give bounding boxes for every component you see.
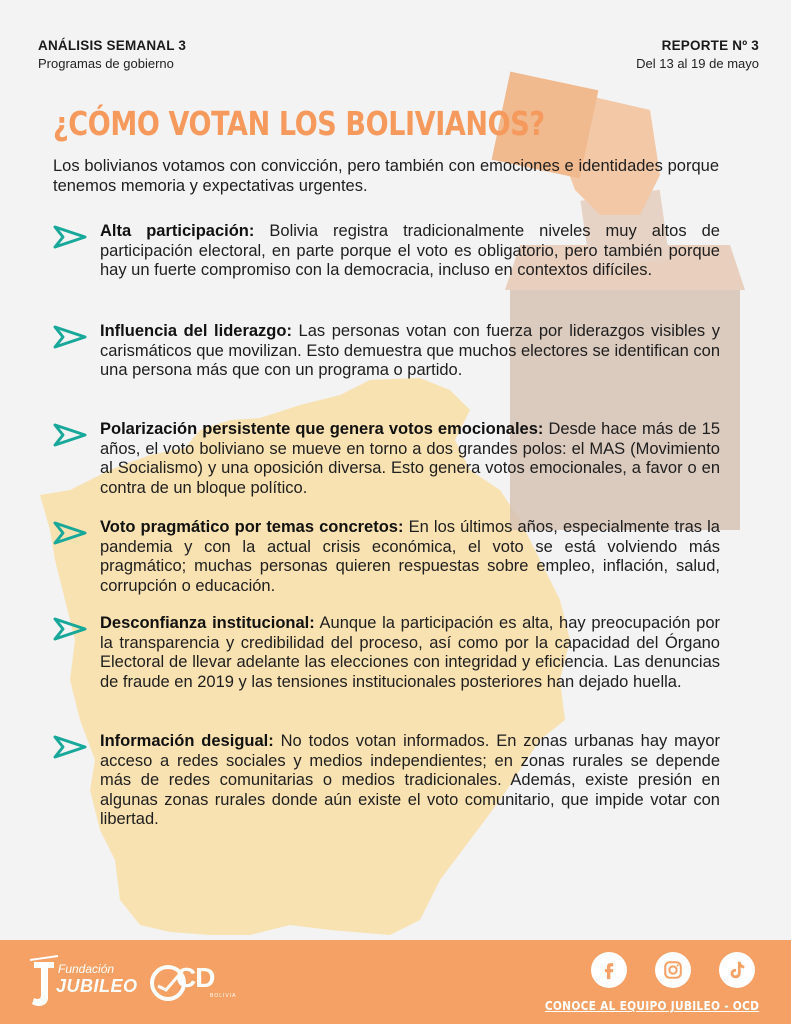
page-title: ¿CÓMO VOTAN LOS BOLIVIANOS?	[53, 104, 545, 143]
footer	[0, 940, 791, 1024]
list-item-text	[100, 420, 720, 498]
list-item-heading: Alta participación:	[100, 222, 255, 240]
list-item-body: En los últimos años, especialmente tras la pandemia y con la actual crisis económica, el voto se está volviendo más pragmático; muchas personas quieren respuestas sobre empleo, inflación, salud, corrupción o educación.	[100, 518, 720, 595]
list-item-heading: Polarización persistente que genera votos emocionales:	[100, 420, 544, 438]
list-item	[52, 518, 720, 596]
list-item-text	[100, 518, 720, 596]
list-item	[52, 222, 720, 281]
instagram-icon	[662, 959, 684, 981]
list-item-text	[100, 732, 720, 830]
chevron-right-icon	[52, 325, 88, 349]
tiktok-icon	[726, 959, 748, 981]
list-item	[52, 322, 720, 381]
list-item-text	[100, 322, 720, 381]
ocd-logo-sub: BOLIVIA	[210, 993, 237, 999]
list-item-body: Desde hace más de 15 años, el voto boliviano se mueve en torno a dos grandes polos: el MAS (Movimiento al Socialismo) y una oposición diversa. Esto genera votos emocionales, a favor o en contra de un bloque político.	[100, 420, 720, 497]
list-item-heading: Información desigual:	[100, 732, 274, 750]
chevron-right-icon	[52, 617, 88, 641]
chevron-right-icon	[52, 735, 88, 759]
analysis-topic: Programas de gobierno	[38, 56, 174, 71]
list-item-body: No todos votan informados. En zonas urbanas hay mayor acceso a redes sociales y medios independientes; en zonas rurales se depende más de redes comunitarias o medios tradicionales. Además, existe presión en algunas zonas rurales donde aún existe el voto comunitario, que impide votar con libertad.	[100, 732, 721, 828]
instagram-link[interactable]	[655, 952, 691, 988]
header-right	[636, 37, 759, 73]
jubileo-logo-top: Fundación	[58, 962, 115, 976]
list-item	[52, 420, 720, 498]
facebook-icon	[598, 959, 620, 981]
tiktok-link[interactable]	[719, 952, 755, 988]
list-item-text	[100, 614, 720, 692]
ocd-logo-main: CD	[176, 962, 215, 993]
list-item-body: Las personas votan con fuerza por liderazgos visibles y carismáticos que movilizan. Esto demuestra que muchos electores se identifican con una persona más que con un programa o partido.	[100, 322, 720, 379]
team-link[interactable]: CONOCE AL EQUIPO JUBILEO - OCD	[544, 998, 759, 1013]
list-item-heading: Desconfianza institucional:	[100, 614, 315, 632]
facebook-link[interactable]	[591, 952, 627, 988]
list-item-text	[100, 222, 720, 281]
chevron-right-icon	[52, 423, 88, 447]
list-item-heading: Voto pragmático por temas concretos:	[100, 518, 404, 536]
report-date-range: Del 13 al 19 de mayo	[636, 56, 759, 71]
list-item-body: Aunque la participación es alta, hay preocupación por la transparencia y credibilidad del proceso, así como por la capacidad del Órgano Electoral de llevar adelante las elecciones con integridad y eficiencia. Las denuncias de fraude en 2019 y las tensiones institucionales posteriores han dejado huella.	[100, 614, 720, 691]
report-number: REPORTE Nº 3	[661, 38, 759, 53]
jubileo-logo-main: JUBILEO	[56, 976, 138, 996]
chevron-right-icon	[52, 521, 88, 545]
list-item	[52, 732, 720, 830]
header-left	[38, 37, 186, 73]
list-item-heading: Influencia del liderazgo:	[100, 322, 292, 340]
chevron-right-icon	[52, 225, 88, 249]
list-item	[52, 614, 720, 692]
intro-paragraph: Los bolivianos votamos con convicción, pero también con emociones e identidades porque tenemos memoria y expectativas urgentes.	[53, 157, 719, 195]
list-item-body: Bolivia registra tradicionalmente niveles muy altos de participación electoral, en parte porque el voto es obligatorio, pero también porque hay un fuerte compromiso con la democracia, incluso en contextos difíciles.	[100, 222, 720, 279]
analysis-label: ANÁLISIS SEMANAL 3	[38, 38, 187, 53]
